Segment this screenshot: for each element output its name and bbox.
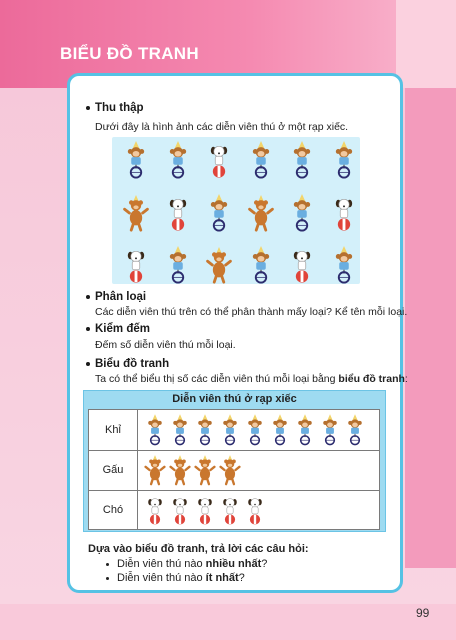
bear-icon — [247, 194, 275, 232]
monkey-icon — [247, 246, 275, 284]
monkey-icon — [194, 413, 216, 447]
bullet-icon — [86, 362, 90, 366]
text-bold: biểu đồ tranh — [338, 373, 405, 385]
question-item — [106, 558, 267, 570]
monkey-icon — [144, 413, 166, 447]
section-heading-collect — [86, 102, 144, 114]
chart-row-label: Gấu — [89, 450, 138, 490]
dog-icon — [330, 194, 358, 232]
section-heading-count — [86, 323, 150, 335]
text-part: : — [404, 373, 408, 385]
bullet-icon — [86, 327, 90, 331]
monkey-icon — [205, 194, 233, 232]
dog-icon — [194, 493, 216, 527]
pictograph-table — [88, 409, 380, 530]
bullet-icon — [106, 563, 109, 566]
bear-icon — [169, 453, 191, 487]
text-part: ? — [261, 558, 268, 570]
footer-strip — [0, 604, 456, 640]
bullet-icon — [86, 295, 90, 299]
dog-icon — [169, 493, 191, 527]
section-heading-pictograph — [86, 358, 169, 370]
chart-title: Diễn viên thú ở rạp xiếc — [172, 393, 297, 405]
bullet-icon — [106, 577, 109, 580]
text-bold: nhiều nhất — [205, 558, 262, 570]
dog-icon — [219, 493, 241, 527]
heading-text: Kiểm đếm — [95, 323, 150, 335]
dog-icon — [288, 246, 316, 284]
bear-icon — [144, 453, 166, 487]
dog-icon — [122, 246, 150, 284]
monkey-icon — [164, 246, 192, 284]
bear-icon — [219, 453, 241, 487]
bullet-icon — [86, 106, 90, 110]
section-text-collect: Dưới đây là hình ảnh các diễn viên thú ở một rạp xiếc. — [95, 121, 349, 133]
bear-icon — [122, 194, 150, 232]
monkey-icon — [244, 413, 266, 447]
chart-row — [89, 410, 379, 451]
bear-icon — [194, 453, 216, 487]
monkey-icon — [247, 141, 275, 179]
monkey-icon — [164, 141, 192, 179]
text-part: Ta có thể biểu thị số các diễn viên thú mỗi loại bằng — [95, 373, 339, 385]
heading-text: Biểu đồ tranh — [95, 358, 170, 370]
chart-row-label: Khỉ — [89, 410, 138, 450]
monkey-icon — [288, 141, 316, 179]
page-title: BIỂU ĐỒ TRANH — [60, 44, 199, 63]
text-part: Diễn viên thú nào — [117, 558, 206, 570]
monkey-icon — [219, 413, 241, 447]
circus-photo — [112, 137, 360, 284]
section-text-pictograph — [95, 373, 408, 385]
monkey-icon — [344, 413, 366, 447]
monkey-icon — [122, 141, 150, 179]
bear-icon — [205, 246, 233, 284]
monkey-icon — [269, 413, 291, 447]
question-item — [106, 572, 245, 584]
section-heading-classify — [86, 291, 146, 303]
dog-icon — [144, 493, 166, 527]
section-text-classify: Các diễn viên thú trên có thể phân thành mấy loại? Kể tên mỗi loại. — [95, 306, 408, 318]
questions-heading: Dựa vào biểu đồ tranh, trả lời các câu hỏi: — [88, 543, 309, 555]
chart-row-label: Chó — [89, 490, 138, 530]
monkey-icon — [169, 413, 191, 447]
side-strip — [405, 88, 456, 568]
monkey-icon — [294, 413, 316, 447]
dog-icon — [205, 141, 233, 179]
chart-row — [89, 450, 379, 491]
chart-row — [89, 490, 379, 530]
monkey-icon — [288, 194, 316, 232]
heading-text: Thu thập — [95, 102, 144, 114]
dog-icon — [164, 194, 192, 232]
monkey-icon — [319, 413, 341, 447]
heading-text: Phân loại — [95, 291, 147, 303]
banner-tab — [396, 0, 456, 88]
page-number: 99 — [416, 606, 430, 620]
monkey-icon — [330, 246, 358, 284]
text-bold: ít nhất — [205, 572, 239, 584]
section-text-count: Đếm số diễn viên thú mỗi loại. — [95, 339, 236, 351]
dog-icon — [244, 493, 266, 527]
text-part: ? — [238, 572, 245, 584]
monkey-icon — [330, 141, 358, 179]
text-part: Diễn viên thú nào — [117, 572, 206, 584]
